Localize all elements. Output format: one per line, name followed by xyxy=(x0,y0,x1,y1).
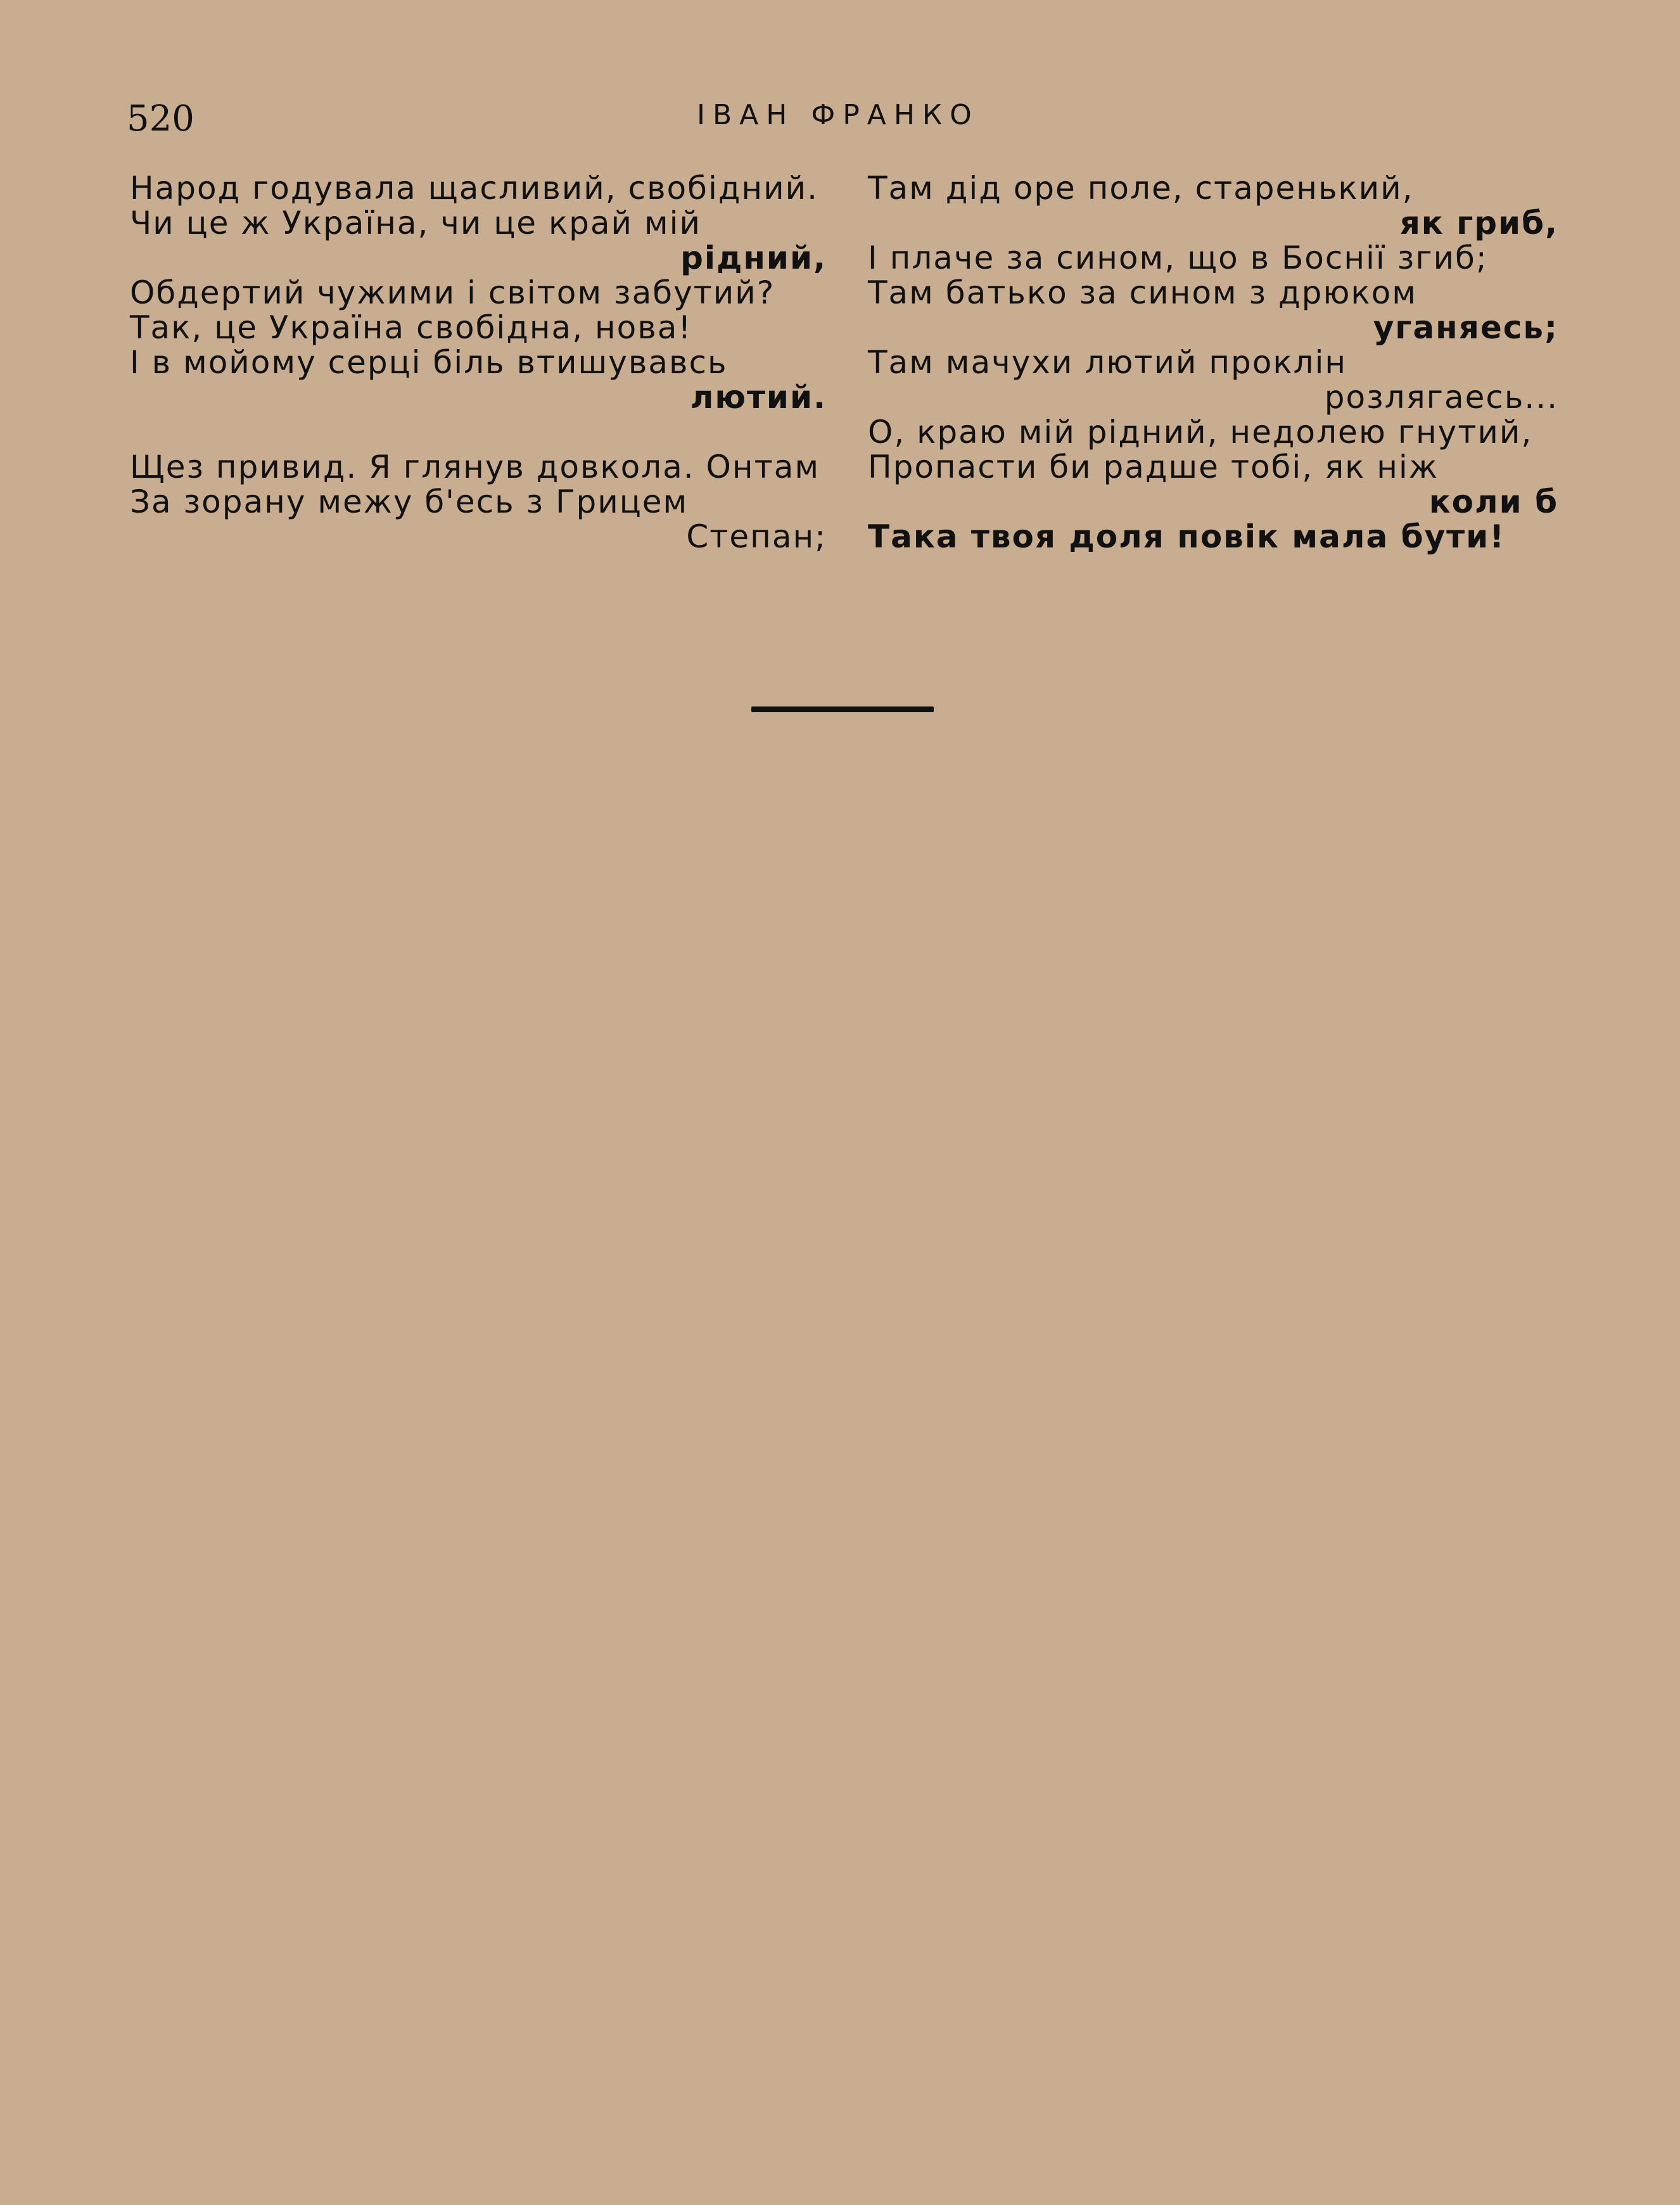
poem-line: Така твоя доля повік мала бути! xyxy=(868,518,1505,555)
poem-line: І в мойому серці біль втишувавсь xyxy=(130,344,728,381)
poem-line-continuation: розлягаесь... xyxy=(1324,379,1558,416)
poem-line: О, краю мій рідний, недолею гнутий, xyxy=(868,414,1533,451)
poem-left-column xyxy=(130,171,827,554)
poem-line: І плаче за сином, що в Боснії згиб; xyxy=(868,240,1488,276)
poem-line-continuation: Степан; xyxy=(686,518,827,555)
poem-line: Так, це Україна свобідна, нова! xyxy=(130,309,692,346)
poem-line-continuation: рідний, xyxy=(680,240,827,276)
end-rule-divider xyxy=(751,706,934,712)
poem-line: Там дід оре поле, старенький, xyxy=(868,170,1414,207)
page-number: 520 xyxy=(127,98,194,139)
poem-line: Там батько за сином з дрюком xyxy=(868,274,1417,311)
poem-line-continuation: лютий. xyxy=(690,379,827,416)
stanza-break xyxy=(130,415,827,450)
poem-right-column xyxy=(868,171,1558,554)
poem-line-continuation: уганяесь; xyxy=(1373,309,1558,346)
poem-line: За зорану межу б'есь з Грицем xyxy=(130,483,689,520)
poem-line-continuation: як гриб, xyxy=(1399,205,1558,241)
poem-line: Пропасти би радше тобі, як ніж xyxy=(868,449,1439,485)
poem-line: Там мачухи лютий проклін xyxy=(868,344,1347,381)
poem-line-continuation: коли б xyxy=(1429,483,1558,520)
poem-line: Щез привид. Я глянув довкола. Онтам xyxy=(130,449,820,485)
poem-line: Обдертий чужими і світом забутий? xyxy=(130,274,775,311)
poem-line: Чи це ж Україна, чи це край мій xyxy=(130,205,702,241)
running-head-author: ІВАН ФРАНКО xyxy=(697,99,979,131)
poem-line: Народ годувала щасливий, свобідний. xyxy=(130,170,818,207)
